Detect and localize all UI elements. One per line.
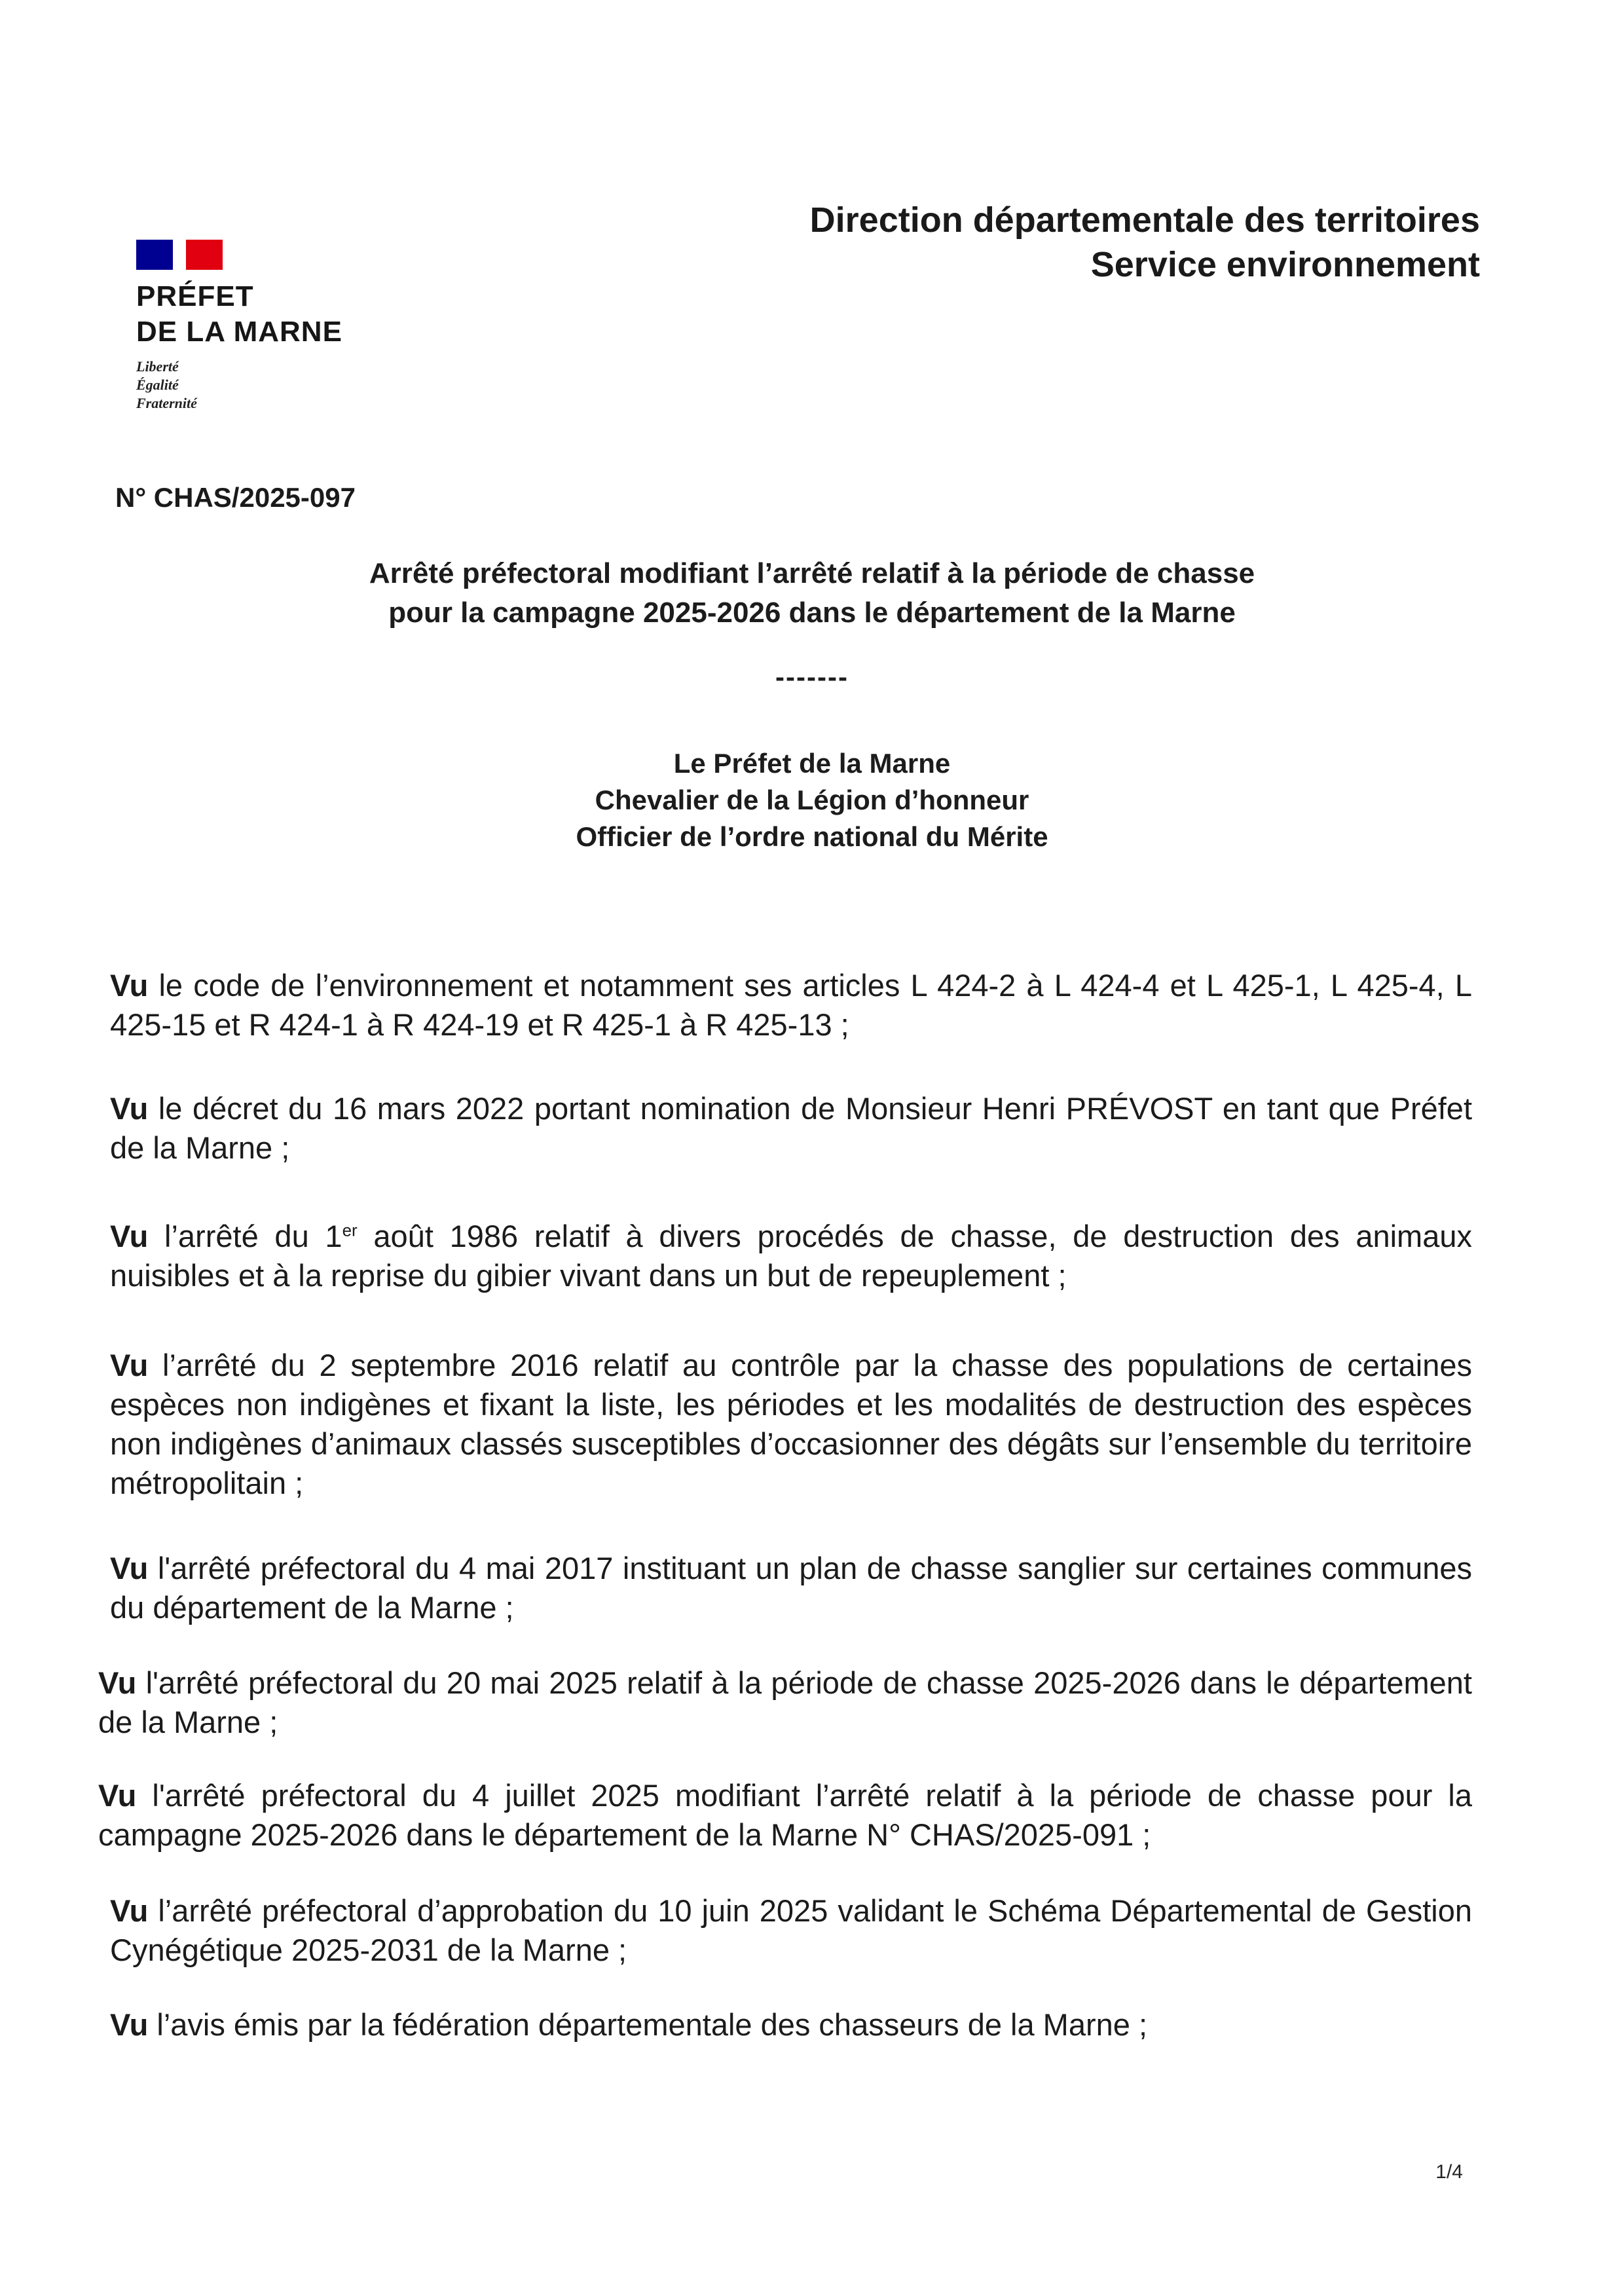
logo-name-line1: PRÉFET (136, 280, 254, 312)
decree-title (196, 554, 1428, 633)
visa-text: l’arrêté du 2 septembre 2016 relatif au contrôle par la chasse des populations de certaines espèces non indigènes et fixant la liste, les périodes et les modalités de destruction des espèces non indigènes d’animaux classés susceptibles d’occasionner des dégâts sur l’ensemble du territoire métropolitain ; (110, 1348, 1472, 1500)
visa-paragraph (110, 2005, 1472, 2045)
visa-text: l’arrêté préfectoral d’approbation du 10 juin 2025 validant le Schéma Départemental de Gestion Cynégétique 2025-2031 de la Marne ; (110, 1893, 1472, 1967)
marianne-flag-icon (136, 240, 223, 270)
motto-fraternite: Fraternité (136, 395, 197, 411)
title-separator: ------- (775, 661, 849, 692)
visa-superscript: er (342, 1220, 358, 1240)
authority-block (196, 745, 1428, 855)
visa-paragraph (110, 1549, 1472, 1627)
service-name: Service environnement (1090, 245, 1480, 284)
motto-liberte: Liberté (136, 358, 179, 375)
authority-legion: Chevalier de la Légion d’honneur (595, 785, 1029, 815)
visa-text: l’arrêté du 1 (148, 1219, 342, 1253)
logo-name-line2: DE LA MARNE (136, 316, 342, 348)
authority-merite: Officier de l’ordre national du Mérite (576, 821, 1048, 852)
service-direction: Direction départementale des territoires (809, 200, 1480, 240)
visa-keyword: Vu (110, 1091, 149, 1126)
visa-keyword: Vu (98, 1778, 137, 1813)
visa-paragraph (110, 1346, 1472, 1503)
authority-prefect: Le Préfet de la Marne (673, 748, 951, 779)
visa-keyword: Vu (110, 1219, 149, 1253)
visa-paragraph (98, 1776, 1472, 1855)
visa-keyword: Vu (110, 1893, 149, 1928)
page-number: 1/4 (1435, 2161, 1463, 2183)
visa-keyword: Vu (110, 1551, 149, 1585)
decree-title-line2: pour la campagne 2025-2026 dans le département de la Marne (388, 597, 1236, 629)
visa-text: août 1986 relatif à divers procédés de chasse, de destruction des animaux nuisibles et à la reprise du gibier vivant dans un but de repeuplement ; (110, 1219, 1472, 1293)
service-header (810, 198, 1480, 287)
visa-keyword: Vu (110, 1348, 149, 1382)
visa-paragraph (110, 966, 1472, 1045)
decree-title-line1: Arrêté préfectoral modifiant l’arrêté relatif à la période de chasse (369, 557, 1255, 589)
visa-text: l’avis émis par la fédération départementale des chasseurs de la Marne ; (148, 2007, 1148, 2042)
visa-keyword: Vu (110, 2007, 149, 2042)
visa-paragraph (110, 1217, 1472, 1295)
visa-text: le code de l’environnement et notamment ses articles L 424-2 à L 424-4 et L 425-1, L 425-4, L 425-15 et R 424-1 à R 424-19 et R 425-1 à R 425-13 ; (110, 968, 1472, 1042)
motto-egalite: Égalité (136, 377, 179, 393)
decree-reference: N° CHAS/2025-097 (115, 482, 356, 513)
visa-text: l'arrêté préfectoral du 4 mai 2017 instituant un plan de chasse sanglier sur certaines communes du département de la Marne ; (110, 1551, 1472, 1625)
visa-paragraph (110, 1089, 1472, 1168)
visa-paragraph (110, 1891, 1472, 1970)
visa-text: le décret du 16 mars 2022 portant nomination de Monsieur Henri PRÉVOST en tant que Préfet de la Marne ; (110, 1091, 1472, 1165)
visa-paragraph (98, 1663, 1472, 1742)
visa-text: l'arrêté préfectoral du 4 juillet 2025 modifiant l’arrêté relatif à la période de chasse pour la campagne 2025-2026 dans le département de la Marne N° CHAS/2025-091 ; (98, 1778, 1472, 1852)
visa-keyword: Vu (98, 1665, 137, 1700)
visa-text: l'arrêté préfectoral du 20 mai 2025 relatif à la période de chasse 2025-2026 dans le département de la Marne ; (98, 1665, 1472, 1739)
prefecture-logo (136, 240, 372, 413)
visa-keyword: Vu (110, 968, 149, 1003)
